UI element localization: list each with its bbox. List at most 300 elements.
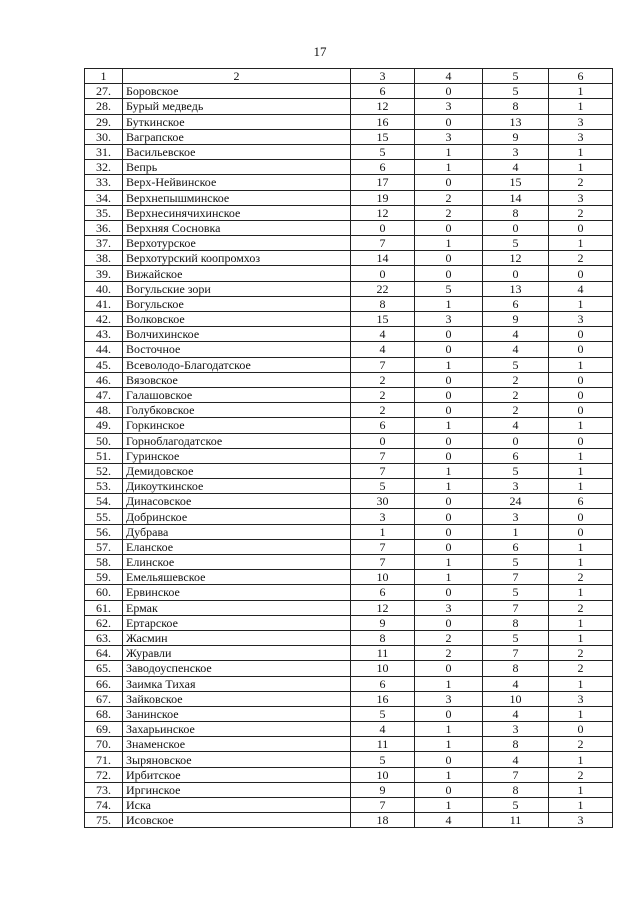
col-3-value: 2 (351, 403, 415, 418)
col-5-value: 6 (483, 448, 549, 463)
table-row (85, 798, 613, 813)
row-number: 46. (85, 372, 123, 387)
col-4-value: 0 (415, 175, 483, 190)
row-number: 60. (85, 585, 123, 600)
col-4-value: 1 (415, 737, 483, 752)
ground-name: Захарьинское (123, 722, 351, 737)
col-6-value: 2 (549, 175, 613, 190)
col-6-value: 1 (549, 676, 613, 691)
col-4-value: 0 (415, 524, 483, 539)
col-6-value: 2 (549, 205, 613, 220)
row-number: 36. (85, 220, 123, 235)
ground-name: Волковское (123, 312, 351, 327)
col-6-value: 1 (549, 585, 613, 600)
col-3-value: 14 (351, 251, 415, 266)
table-row (85, 524, 613, 539)
col-3-value: 10 (351, 570, 415, 585)
col-4-value: 0 (415, 251, 483, 266)
col-6-value: 0 (549, 403, 613, 418)
col-5-value: 4 (483, 752, 549, 767)
col-4-value: 1 (415, 357, 483, 372)
ground-name: Иргинское (123, 782, 351, 797)
ground-name: Жасмин (123, 630, 351, 645)
row-number: 71. (85, 752, 123, 767)
col-4-value: 0 (415, 403, 483, 418)
col-4-value: 3 (415, 99, 483, 114)
header-cell: 5 (483, 69, 549, 84)
col-6-value: 1 (549, 160, 613, 175)
row-number: 28. (85, 99, 123, 114)
row-number: 50. (85, 433, 123, 448)
col-6-value: 1 (549, 463, 613, 478)
table-row (85, 509, 613, 524)
header-cell: 4 (415, 69, 483, 84)
row-number: 51. (85, 448, 123, 463)
row-number: 48. (85, 403, 123, 418)
table-row (85, 555, 613, 570)
col-6-value: 1 (549, 752, 613, 767)
col-5-value: 0 (483, 433, 549, 448)
row-number: 41. (85, 296, 123, 311)
col-3-value: 16 (351, 114, 415, 129)
col-4-value: 3 (415, 600, 483, 615)
table-row (85, 630, 613, 645)
table-row (85, 403, 613, 418)
col-4-value: 2 (415, 630, 483, 645)
col-4-value: 1 (415, 676, 483, 691)
col-6-value: 1 (549, 539, 613, 554)
col-3-value: 4 (351, 722, 415, 737)
col-3-value: 30 (351, 494, 415, 509)
col-3-value: 6 (351, 160, 415, 175)
col-5-value: 0 (483, 220, 549, 235)
ground-name: Голубковское (123, 403, 351, 418)
ground-name: Дикоуткинское (123, 479, 351, 494)
row-number: 54. (85, 494, 123, 509)
col-4-value: 0 (415, 327, 483, 342)
ground-name: Занинское (123, 706, 351, 721)
col-6-value: 0 (549, 372, 613, 387)
col-6-value: 6 (549, 494, 613, 509)
table-row (85, 782, 613, 797)
col-5-value: 2 (483, 403, 549, 418)
row-number: 52. (85, 463, 123, 478)
col-5-value: 13 (483, 281, 549, 296)
ground-name: Демидовское (123, 463, 351, 478)
col-5-value: 8 (483, 782, 549, 797)
col-5-value: 5 (483, 463, 549, 478)
col-3-value: 4 (351, 342, 415, 357)
col-3-value: 2 (351, 387, 415, 402)
col-5-value: 7 (483, 646, 549, 661)
col-5-value: 8 (483, 737, 549, 752)
col-5-value: 5 (483, 236, 549, 251)
table-row (85, 175, 613, 190)
ground-name: Ервинское (123, 585, 351, 600)
col-3-value: 6 (351, 585, 415, 600)
col-4-value: 3 (415, 129, 483, 144)
col-5-value: 8 (483, 661, 549, 676)
ground-name: Гуринское (123, 448, 351, 463)
col-3-value: 11 (351, 737, 415, 752)
col-6-value: 0 (549, 433, 613, 448)
row-number: 75. (85, 813, 123, 828)
table-row (85, 615, 613, 630)
col-3-value: 0 (351, 433, 415, 448)
ground-name: Ертарское (123, 615, 351, 630)
col-6-value: 3 (549, 190, 613, 205)
col-3-value: 8 (351, 296, 415, 311)
table-row (85, 448, 613, 463)
ground-name: Знаменское (123, 737, 351, 752)
table-row (85, 296, 613, 311)
row-number: 32. (85, 160, 123, 175)
col-6-value: 1 (549, 99, 613, 114)
ground-name: Горкинское (123, 418, 351, 433)
table-row (85, 463, 613, 478)
row-number: 68. (85, 706, 123, 721)
col-5-value: 15 (483, 175, 549, 190)
col-3-value: 10 (351, 661, 415, 676)
col-6-value: 2 (549, 646, 613, 661)
col-3-value: 9 (351, 615, 415, 630)
ground-name: Горноблагодатское (123, 433, 351, 448)
col-6-value: 1 (549, 357, 613, 372)
ground-name: Вязовское (123, 372, 351, 387)
col-6-value: 2 (549, 251, 613, 266)
col-4-value: 1 (415, 479, 483, 494)
col-3-value: 7 (351, 555, 415, 570)
ground-name: Исовское (123, 813, 351, 828)
header-cell: 2 (123, 69, 351, 84)
row-number: 57. (85, 539, 123, 554)
col-3-value: 11 (351, 646, 415, 661)
col-5-value: 4 (483, 160, 549, 175)
col-3-value: 15 (351, 312, 415, 327)
col-4-value: 1 (415, 722, 483, 737)
ground-name: Зыряновское (123, 752, 351, 767)
col-5-value: 6 (483, 539, 549, 554)
row-number: 39. (85, 266, 123, 281)
table-row (85, 539, 613, 554)
col-6-value: 2 (549, 737, 613, 752)
table-row (85, 585, 613, 600)
col-6-value: 3 (549, 129, 613, 144)
col-5-value: 8 (483, 99, 549, 114)
col-6-value: 3 (549, 813, 613, 828)
col-4-value: 1 (415, 418, 483, 433)
col-6-value: 0 (549, 342, 613, 357)
table-row (85, 236, 613, 251)
col-6-value: 1 (549, 418, 613, 433)
row-number: 65. (85, 661, 123, 676)
col-4-value: 1 (415, 570, 483, 585)
col-4-value: 0 (415, 387, 483, 402)
col-5-value: 8 (483, 615, 549, 630)
ground-name: Дубрава (123, 524, 351, 539)
col-5-value: 7 (483, 570, 549, 585)
table-row (85, 676, 613, 691)
row-number: 61. (85, 600, 123, 615)
row-number: 49. (85, 418, 123, 433)
row-number: 55. (85, 509, 123, 524)
col-6-value: 1 (549, 296, 613, 311)
col-5-value: 11 (483, 813, 549, 828)
ground-name: Ваграпское (123, 129, 351, 144)
ground-name: Добринское (123, 509, 351, 524)
col-6-value: 4 (549, 281, 613, 296)
table-row (85, 706, 613, 721)
ground-name: Всеволодо-Благодатское (123, 357, 351, 372)
col-6-value: 2 (549, 600, 613, 615)
row-number: 29. (85, 114, 123, 129)
col-3-value: 5 (351, 752, 415, 767)
ground-name: Галашовское (123, 387, 351, 402)
table-row (85, 767, 613, 782)
col-6-value: 2 (549, 661, 613, 676)
ground-name: Бурый медведь (123, 99, 351, 114)
col-6-value: 1 (549, 448, 613, 463)
col-3-value: 18 (351, 813, 415, 828)
col-3-value: 12 (351, 600, 415, 615)
col-3-value: 6 (351, 676, 415, 691)
ground-name: Верхнепышминское (123, 190, 351, 205)
col-5-value: 13 (483, 114, 549, 129)
table-row (85, 312, 613, 327)
table-row (85, 281, 613, 296)
row-number: 34. (85, 190, 123, 205)
col-6-value: 1 (549, 84, 613, 99)
table-row (85, 433, 613, 448)
col-5-value: 12 (483, 251, 549, 266)
col-3-value: 6 (351, 418, 415, 433)
col-3-value: 12 (351, 99, 415, 114)
table-row (85, 99, 613, 114)
col-5-value: 3 (483, 479, 549, 494)
col-5-value: 3 (483, 144, 549, 159)
table-row (85, 813, 613, 828)
table-row (85, 752, 613, 767)
col-4-value: 0 (415, 372, 483, 387)
ground-name: Верхотурское (123, 236, 351, 251)
col-4-value: 0 (415, 220, 483, 235)
row-number: 74. (85, 798, 123, 813)
ground-name: Восточное (123, 342, 351, 357)
col-5-value: 5 (483, 357, 549, 372)
col-3-value: 3 (351, 509, 415, 524)
col-3-value: 19 (351, 190, 415, 205)
col-5-value: 7 (483, 767, 549, 782)
col-6-value: 1 (549, 782, 613, 797)
col-6-value: 0 (549, 266, 613, 281)
col-4-value: 0 (415, 266, 483, 281)
col-5-value: 3 (483, 722, 549, 737)
col-6-value: 1 (549, 706, 613, 721)
col-6-value: 3 (549, 691, 613, 706)
col-6-value: 3 (549, 114, 613, 129)
col-5-value: 4 (483, 342, 549, 357)
col-6-value: 1 (549, 144, 613, 159)
row-number: 66. (85, 676, 123, 691)
table-row (85, 570, 613, 585)
col-4-value: 2 (415, 205, 483, 220)
col-5-value: 5 (483, 630, 549, 645)
col-5-value: 7 (483, 600, 549, 615)
col-3-value: 12 (351, 205, 415, 220)
ground-name: Иска (123, 798, 351, 813)
col-4-value: 0 (415, 782, 483, 797)
col-3-value: 8 (351, 630, 415, 645)
col-4-value: 0 (415, 509, 483, 524)
table-row (85, 494, 613, 509)
table-row (85, 646, 613, 661)
header-cell: 1 (85, 69, 123, 84)
col-3-value: 5 (351, 479, 415, 494)
row-number: 38. (85, 251, 123, 266)
col-5-value: 5 (483, 798, 549, 813)
col-4-value: 1 (415, 296, 483, 311)
ground-name: Ирбитское (123, 767, 351, 782)
ground-name: Боровское (123, 84, 351, 99)
col-3-value: 5 (351, 706, 415, 721)
col-4-value: 2 (415, 646, 483, 661)
table-row (85, 220, 613, 235)
table-row (85, 114, 613, 129)
table-row (85, 691, 613, 706)
row-number: 70. (85, 737, 123, 752)
ground-name: Верхотурский коопромхоз (123, 251, 351, 266)
table-row (85, 342, 613, 357)
col-5-value: 3 (483, 509, 549, 524)
col-5-value: 4 (483, 676, 549, 691)
col-4-value: 1 (415, 555, 483, 570)
ground-name: Елинское (123, 555, 351, 570)
col-5-value: 9 (483, 129, 549, 144)
ground-name: Заводоуспенское (123, 661, 351, 676)
col-3-value: 7 (351, 539, 415, 554)
col-4-value: 5 (415, 281, 483, 296)
col-5-value: 10 (483, 691, 549, 706)
col-6-value: 2 (549, 570, 613, 585)
ground-name: Вогульское (123, 296, 351, 311)
row-number: 27. (85, 84, 123, 99)
row-number: 31. (85, 144, 123, 159)
table-row (85, 84, 613, 99)
col-4-value: 0 (415, 752, 483, 767)
col-5-value: 4 (483, 418, 549, 433)
col-6-value: 0 (549, 722, 613, 737)
col-5-value: 9 (483, 312, 549, 327)
row-number: 33. (85, 175, 123, 190)
col-3-value: 10 (351, 767, 415, 782)
col-3-value: 0 (351, 220, 415, 235)
col-3-value: 7 (351, 798, 415, 813)
col-4-value: 2 (415, 190, 483, 205)
ground-name: Динасовское (123, 494, 351, 509)
col-4-value: 0 (415, 84, 483, 99)
col-4-value: 1 (415, 144, 483, 159)
col-5-value: 4 (483, 706, 549, 721)
col-4-value: 1 (415, 798, 483, 813)
col-4-value: 1 (415, 463, 483, 478)
col-4-value: 0 (415, 539, 483, 554)
table-row (85, 372, 613, 387)
col-6-value: 0 (549, 387, 613, 402)
col-3-value: 15 (351, 129, 415, 144)
col-4-value: 0 (415, 433, 483, 448)
col-6-value: 2 (549, 767, 613, 782)
col-5-value: 24 (483, 494, 549, 509)
col-3-value: 7 (351, 357, 415, 372)
col-3-value: 6 (351, 84, 415, 99)
col-3-value: 22 (351, 281, 415, 296)
col-6-value: 1 (549, 798, 613, 813)
page-number: 17 (313, 44, 327, 59)
col-3-value: 1 (351, 524, 415, 539)
table-row (85, 190, 613, 205)
ground-name: Емельяшевское (123, 570, 351, 585)
col-3-value: 2 (351, 372, 415, 387)
table-row (85, 418, 613, 433)
row-number: 59. (85, 570, 123, 585)
ground-name: Вижайское (123, 266, 351, 281)
col-5-value: 4 (483, 327, 549, 342)
table-row (85, 327, 613, 342)
row-number: 69. (85, 722, 123, 737)
ground-name: Журавли (123, 646, 351, 661)
col-5-value: 5 (483, 84, 549, 99)
row-number: 62. (85, 615, 123, 630)
header-cell: 3 (351, 69, 415, 84)
table-body (85, 84, 613, 828)
col-5-value: 2 (483, 372, 549, 387)
col-5-value: 8 (483, 205, 549, 220)
col-3-value: 0 (351, 266, 415, 281)
col-3-value: 7 (351, 463, 415, 478)
table-row (85, 266, 613, 281)
row-number: 40. (85, 281, 123, 296)
col-4-value: 0 (415, 585, 483, 600)
col-4-value: 1 (415, 160, 483, 175)
header-row (85, 69, 613, 84)
row-number: 42. (85, 312, 123, 327)
col-4-value: 0 (415, 494, 483, 509)
table-row (85, 251, 613, 266)
ground-name: Заимка Тихая (123, 676, 351, 691)
row-number: 45. (85, 357, 123, 372)
row-number: 72. (85, 767, 123, 782)
table-row (85, 600, 613, 615)
row-number: 63. (85, 630, 123, 645)
col-5-value: 1 (483, 524, 549, 539)
col-3-value: 4 (351, 327, 415, 342)
row-number: 44. (85, 342, 123, 357)
ground-name: Верхнесинячихинское (123, 205, 351, 220)
row-number: 73. (85, 782, 123, 797)
col-6-value: 3 (549, 312, 613, 327)
col-5-value: 5 (483, 585, 549, 600)
ground-name: Волчихинское (123, 327, 351, 342)
col-6-value: 1 (549, 236, 613, 251)
col-6-value: 1 (549, 479, 613, 494)
col-4-value: 1 (415, 236, 483, 251)
col-4-value: 0 (415, 706, 483, 721)
table-row (85, 387, 613, 402)
table-row (85, 160, 613, 175)
col-6-value: 1 (549, 630, 613, 645)
col-3-value: 7 (351, 448, 415, 463)
ground-name: Верх-Нейвинское (123, 175, 351, 190)
